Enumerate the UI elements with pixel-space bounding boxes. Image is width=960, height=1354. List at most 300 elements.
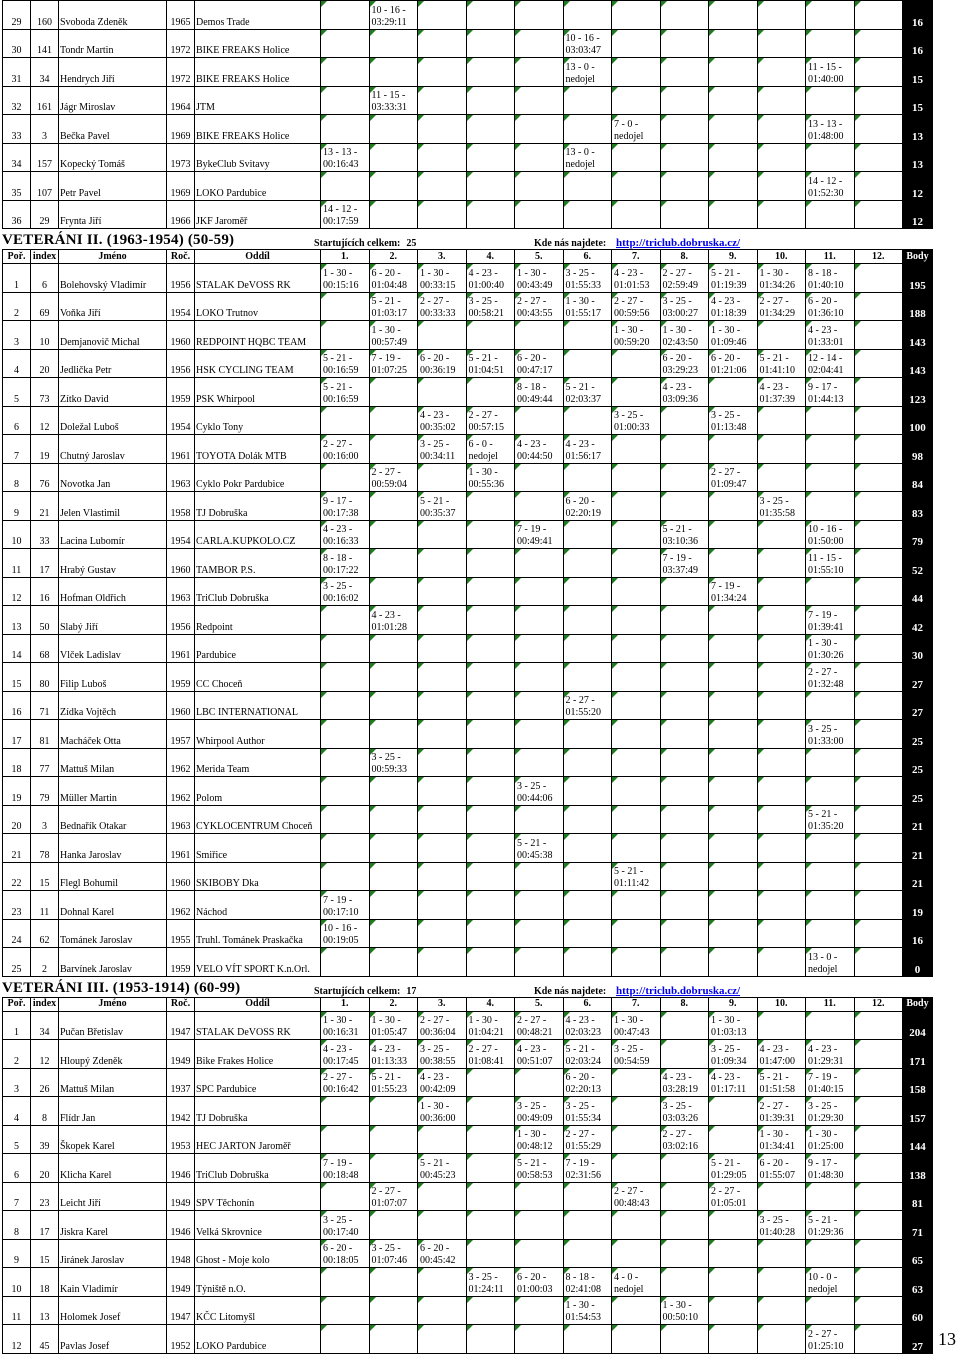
table-row (3, 1325, 933, 1354)
race-result-line: 2 - 27 - (517, 296, 547, 307)
race-result-cell (466, 292, 515, 321)
race-result-cell (709, 292, 758, 321)
race-result-cell (515, 292, 564, 321)
race-result-line: 00:58:53 (517, 1169, 553, 1181)
rank: 5 (3, 1125, 31, 1154)
club-name: Pardubice (195, 634, 321, 663)
race-result-cell (854, 378, 903, 407)
race-result-cell (369, 435, 418, 464)
race-result-cell (660, 577, 709, 606)
birth-year: 1947 (167, 1296, 195, 1325)
start-index: 34 (31, 1011, 59, 1040)
race-result-cell (369, 29, 418, 58)
birth-year: 1960 (167, 549, 195, 578)
race-result-cell (466, 606, 515, 635)
race-result-cell (418, 748, 467, 777)
table-row (3, 86, 933, 115)
points-total: 25 (903, 720, 933, 749)
race-result-cell (612, 1296, 661, 1325)
race-result-line: 6 - 20 - (420, 353, 450, 364)
race-result-line: 00:17:59 (323, 216, 359, 227)
race-result-line: 4 - 23 - (759, 1043, 789, 1055)
race-result-line: 1 - 30 - (371, 1015, 401, 1026)
race-result-line: 5 - 21 - (759, 353, 789, 364)
race-result-cell (806, 1296, 855, 1325)
race-result-cell (612, 321, 661, 350)
header-row (3, 997, 933, 1011)
race-result-line: 2 - 27 - (565, 1129, 595, 1140)
column-header: 6. (563, 997, 612, 1011)
race-result-cell (321, 577, 370, 606)
points-total: 204 (903, 1011, 933, 1040)
race-result-line: 5 - 21 - (808, 1214, 838, 1226)
race-result-cell (757, 1097, 806, 1126)
race-result-cell (660, 1268, 709, 1297)
race-result-line: 01:44:13 (808, 393, 844, 405)
race-result-cell (418, 1325, 467, 1354)
points-total: 158 (903, 1068, 933, 1097)
race-result-cell (709, 321, 758, 350)
race-result-cell (757, 663, 806, 692)
race-result-cell (321, 777, 370, 806)
athlete-name: Jiránek Jaroslav (59, 1239, 167, 1268)
race-result-cell (757, 143, 806, 172)
site-link[interactable]: http://triclub.dobruska.cz/ (616, 237, 741, 249)
race-result-cell (418, 1211, 467, 1240)
rank: 31 (3, 58, 31, 87)
race-result-cell (321, 691, 370, 720)
race-result-cell (660, 919, 709, 948)
race-result-line: 00:16:43 (323, 159, 359, 170)
race-result-cell (321, 86, 370, 115)
club-name: SKIBOBY Dka (195, 862, 321, 891)
race-result-line: 01:50:00 (808, 536, 844, 547)
table-row (3, 1211, 933, 1240)
athlete-name: Jiskra Karel (59, 1211, 167, 1240)
race-result-cell (660, 463, 709, 492)
race-result-cell (660, 720, 709, 749)
race-result-cell (806, 1097, 855, 1126)
start-index: 160 (31, 1, 59, 30)
race-result-line: 00:49:41 (517, 536, 553, 547)
start-index: 17 (31, 1211, 59, 1240)
race-result-line: 01:18:39 (711, 308, 747, 319)
race-result-cell (757, 948, 806, 977)
race-result-line: 6 - 20 - (808, 296, 838, 307)
race-result-cell (660, 86, 709, 115)
race-result-line: 1 - 30 - (420, 1100, 450, 1112)
start-index: 68 (31, 634, 59, 663)
race-result-cell (854, 1, 903, 30)
race-result-cell (709, 115, 758, 144)
race-result-cell (418, 292, 467, 321)
race-result-cell (757, 862, 806, 891)
race-result-cell (321, 172, 370, 201)
column-header: 6. (563, 250, 612, 264)
race-result-line: 7 - 19 - (711, 581, 741, 592)
race-result-cell (806, 862, 855, 891)
race-result-cell (709, 1125, 758, 1154)
birth-year: 1959 (167, 948, 195, 977)
race-result-line: 5 - 21 - (323, 353, 353, 364)
race-result-line: 03:03:47 (565, 45, 602, 56)
race-result-line: 4 - 23 - (323, 524, 353, 535)
race-result-cell (660, 520, 709, 549)
table-row (3, 1011, 933, 1040)
race-result-cell (709, 58, 758, 87)
start-index: 12 (31, 1040, 59, 1069)
race-result-line: 00:45:38 (517, 849, 553, 861)
points-total: 71 (903, 1211, 933, 1240)
athlete-name: Lacina Lubomír (59, 520, 167, 549)
race-result-cell (466, 520, 515, 549)
race-result-line: 00:44:50 (517, 450, 553, 462)
race-result-line: 00:33:15 (420, 279, 456, 291)
race-result-line: 3 - 25 - (517, 780, 547, 792)
birth-year: 1946 (167, 1211, 195, 1240)
race-result-cell (806, 58, 855, 87)
race-result-cell (321, 1125, 370, 1154)
birth-year: 1960 (167, 691, 195, 720)
race-result-cell (660, 1040, 709, 1069)
race-result-cell (466, 463, 515, 492)
race-result-cell (612, 634, 661, 663)
race-result-cell (369, 172, 418, 201)
race-result-line: 01:30:26 (808, 650, 844, 661)
site-link[interactable]: http://triclub.dobruska.cz/ (616, 984, 741, 997)
section-title: VETERÁNI II. (1963-1954) (50-59) (2, 232, 235, 248)
find-us-label: Kde nás najdete: (534, 238, 607, 249)
race-result-line: 1 - 30 - (420, 267, 450, 279)
race-result-cell (418, 492, 467, 521)
race-result-cell (418, 663, 467, 692)
section-heading (2, 977, 932, 997)
race-result-cell (709, 463, 758, 492)
table-row (3, 634, 933, 663)
race-result-cell (321, 292, 370, 321)
race-result-line: 5 - 21 - (565, 381, 595, 393)
start-index: 21 (31, 492, 59, 521)
athlete-name: Doležal Luboš (59, 406, 167, 435)
race-result-cell (515, 200, 564, 229)
club-name: TriClub Dobruška (195, 1154, 321, 1183)
rank: 14 (3, 634, 31, 663)
race-result-line: 5 - 21 - (614, 866, 644, 877)
race-result-line: 01:11:42 (614, 878, 650, 889)
column-header: 7. (612, 250, 661, 264)
race-result-line: 01:03:13 (711, 1027, 747, 1038)
athlete-name: Dohnal Karel (59, 891, 167, 920)
birth-year: 1957 (167, 720, 195, 749)
race-result-line: 01:52:30 (808, 187, 844, 199)
race-result-line: 11 - 15 - (808, 61, 842, 73)
race-result-cell (660, 862, 709, 891)
column-header: Poř. (3, 997, 31, 1011)
race-result-cell (466, 691, 515, 720)
race-result-cell (660, 834, 709, 863)
race-result-line: 00:50:10 (662, 1312, 699, 1323)
race-result-line: 01:54:53 (565, 1312, 602, 1323)
race-result-cell (418, 86, 467, 115)
race-result-line: 5 - 21 - (517, 1157, 547, 1169)
birth-year: 1952 (167, 1325, 195, 1354)
race-result-cell (660, 1068, 709, 1097)
race-result-cell (709, 1097, 758, 1126)
race-result-line: 13 - 0 - (565, 61, 595, 73)
birth-year: 1948 (167, 1239, 195, 1268)
race-result-cell (369, 200, 418, 229)
table-row (3, 577, 933, 606)
race-result-cell (369, 834, 418, 863)
race-result-cell (369, 1068, 418, 1097)
race-result-cell (369, 862, 418, 891)
race-result-cell (612, 663, 661, 692)
race-result-line: 01:13:48 (711, 422, 747, 433)
race-result-cell (418, 691, 467, 720)
race-result-line: 01:33:01 (808, 336, 844, 348)
results-table (2, 249, 933, 977)
column-header: 11. (806, 250, 855, 264)
race-result-cell (418, 58, 467, 87)
points-total: 84 (903, 463, 933, 492)
race-result-line: 00:36:00 (420, 1112, 456, 1124)
athlete-name: Müller Martin (59, 777, 167, 806)
race-result-line: 5 - 21 - (371, 1072, 401, 1083)
club-name: BIKE FREAKS Holice (195, 58, 321, 87)
rank: 15 (3, 663, 31, 692)
race-result-cell (563, 520, 612, 549)
points-total: 143 (903, 349, 933, 378)
race-result-line: 01:34:41 (759, 1141, 796, 1152)
race-result-cell (660, 349, 709, 378)
start-index: 20 (31, 1154, 59, 1183)
athlete-name: Mattuš Milan (59, 748, 167, 777)
race-result-cell (466, 1182, 515, 1211)
race-result-cell (660, 492, 709, 521)
athlete-name: Pavlas Josef (59, 1325, 167, 1354)
race-result-cell (709, 1040, 758, 1069)
race-result-cell (515, 748, 564, 777)
race-result-cell (466, 406, 515, 435)
race-result-cell (515, 862, 564, 891)
race-result-cell (806, 606, 855, 635)
athlete-name: Hanka Jaroslav (59, 834, 167, 863)
race-result-cell (854, 834, 903, 863)
race-result-line: 3 - 25 - (711, 1043, 741, 1055)
race-result-cell (806, 1268, 855, 1297)
race-result-cell (563, 1011, 612, 1040)
race-result-line: 1 - 30 - (517, 267, 547, 279)
race-result-cell (660, 549, 709, 578)
race-result-cell (709, 777, 758, 806)
race-result-line: 01:01:53 (614, 279, 650, 291)
table-row (3, 143, 933, 172)
rank: 6 (3, 1154, 31, 1183)
points-total: 19 (903, 891, 933, 920)
race-result-line: 1 - 30 - (517, 1129, 547, 1140)
race-result-line: 01:03:17 (371, 308, 408, 319)
athlete-name: Tondr Martin (59, 29, 167, 58)
race-result-cell (418, 520, 467, 549)
race-result-cell (321, 720, 370, 749)
club-name: LOKO Pardubice (195, 172, 321, 201)
race-result-cell (515, 1296, 564, 1325)
race-result-cell (515, 948, 564, 977)
start-index: 16 (31, 577, 59, 606)
race-result-line: 10 - 0 - (808, 1271, 838, 1283)
race-result-line: 01:55:17 (565, 308, 602, 319)
rank: 18 (3, 748, 31, 777)
race-result-cell (854, 1182, 903, 1211)
race-result-cell (709, 1011, 758, 1040)
race-result-line: 00:36:04 (420, 1027, 456, 1038)
race-result-cell (418, 549, 467, 578)
race-result-line: 01:55:10 (808, 564, 844, 576)
race-result-line: 1 - 30 - (614, 324, 644, 336)
race-result-cell (612, 748, 661, 777)
race-result-cell (515, 1068, 564, 1097)
points-total: 63 (903, 1268, 933, 1297)
column-header: Body (903, 250, 933, 264)
race-result-cell (418, 29, 467, 58)
race-result-cell (709, 691, 758, 720)
race-result-line: 00:47:17 (517, 365, 553, 376)
column-header: 11. (806, 997, 855, 1011)
race-result-cell (806, 549, 855, 578)
race-result-cell (709, 634, 758, 663)
race-result-cell (660, 321, 709, 350)
athlete-name: Svoboda Zdeněk (59, 1, 167, 30)
race-result-cell (515, 1125, 564, 1154)
club-name: SPC Pardubice (195, 1068, 321, 1097)
race-result-line: 6 - 0 - (468, 438, 493, 450)
birth-year: 1959 (167, 378, 195, 407)
race-result-cell (466, 720, 515, 749)
race-result-cell (466, 891, 515, 920)
table-row (3, 264, 933, 293)
race-result-line: 3 - 25 - (808, 723, 838, 735)
race-result-cell (806, 691, 855, 720)
column-header: 12. (854, 250, 903, 264)
table-row (3, 663, 933, 692)
athlete-name: Bečka Pavel (59, 115, 167, 144)
race-result-cell (321, 663, 370, 692)
race-result-cell (709, 948, 758, 977)
race-result-line: 02:04:41 (808, 365, 844, 376)
table-row (3, 1125, 933, 1154)
race-result-cell (709, 520, 758, 549)
race-result-line: 5 - 21 - (711, 267, 741, 279)
race-result-cell (369, 1296, 418, 1325)
race-result-cell (806, 1, 855, 30)
club-name: BykeClub Svitavy (195, 143, 321, 172)
race-result-cell (563, 200, 612, 229)
race-result-cell (466, 435, 515, 464)
rank: 10 (3, 520, 31, 549)
race-result-line: 00:16:31 (323, 1027, 359, 1038)
race-result-cell (515, 463, 564, 492)
athlete-name: Hendrych Jiří (59, 58, 167, 87)
race-result-line: 00:35:02 (420, 422, 456, 433)
race-result-line: 01:39:31 (759, 1112, 796, 1124)
race-result-line: 01:09:46 (711, 336, 747, 348)
birth-year: 1955 (167, 919, 195, 948)
athlete-name: Jedlička Petr (59, 349, 167, 378)
race-result-cell (321, 1097, 370, 1126)
race-result-line: 6 - 20 - (517, 353, 547, 364)
race-result-line: 00:16:59 (323, 393, 359, 405)
race-result-cell (854, 1040, 903, 1069)
club-name: Náchod (195, 891, 321, 920)
race-result-line: 00:59:56 (614, 308, 650, 319)
table-row (3, 1239, 933, 1268)
race-result-line: 7 - 19 - (808, 609, 838, 621)
race-result-line: 3 - 25 - (662, 1100, 692, 1112)
points-total: 143 (903, 321, 933, 350)
race-result-line: 00:17:40 (323, 1226, 359, 1238)
race-result-cell (563, 1296, 612, 1325)
race-result-cell (515, 891, 564, 920)
race-result-cell (757, 777, 806, 806)
race-result-line: 00:16:02 (323, 593, 359, 604)
race-result-cell (709, 919, 758, 948)
results-page (2, 0, 932, 1354)
table-row (3, 1268, 933, 1297)
race-result-line: 7 - 19 - (323, 894, 353, 906)
race-result-cell (757, 1011, 806, 1040)
race-result-cell (321, 1068, 370, 1097)
points-total: 21 (903, 834, 933, 863)
race-result-line: 1 - 30 - (468, 467, 498, 478)
race-result-cell (466, 492, 515, 521)
race-result-cell (466, 1068, 515, 1097)
race-result-cell (418, 463, 467, 492)
points-total: 16 (903, 919, 933, 948)
race-result-cell (612, 378, 661, 407)
race-result-cell (466, 143, 515, 172)
race-result-line: 7 - 19 - (371, 353, 401, 364)
points-total: 195 (903, 264, 933, 293)
table-row (3, 805, 933, 834)
race-result-cell (369, 520, 418, 549)
race-result-line: 8 - 18 - (323, 552, 353, 564)
athlete-name: Slabý Jiří (59, 606, 167, 635)
table-row (3, 520, 933, 549)
column-header: Jméno (59, 997, 167, 1011)
athlete-name: Jágr Miroslav (59, 86, 167, 115)
race-result-cell (806, 143, 855, 172)
race-result-line: 01:07:46 (371, 1255, 408, 1266)
club-name: REDPOINT HQBC TEAM (195, 321, 321, 350)
race-result-line: 01:25:10 (808, 1340, 844, 1352)
rank: 4 (3, 349, 31, 378)
race-result-line: 01:51:58 (759, 1084, 796, 1095)
rank: 9 (3, 492, 31, 521)
race-result-line: 02:31:56 (565, 1169, 602, 1181)
start-index: 50 (31, 606, 59, 635)
club-name: BIKE FREAKS Holice (195, 29, 321, 58)
race-result-line: 10 - 16 - (323, 923, 358, 934)
race-result-cell (660, 435, 709, 464)
race-result-cell (612, 1154, 661, 1183)
race-result-line: 5 - 21 - (808, 809, 838, 820)
athlete-name: Zídka Vojtěch (59, 691, 167, 720)
club-name: Whirpool Author (195, 720, 321, 749)
race-result-cell (418, 834, 467, 863)
race-result-line: 4 - 23 - (711, 296, 741, 307)
start-index: 3 (31, 115, 59, 144)
start-index: 76 (31, 463, 59, 492)
